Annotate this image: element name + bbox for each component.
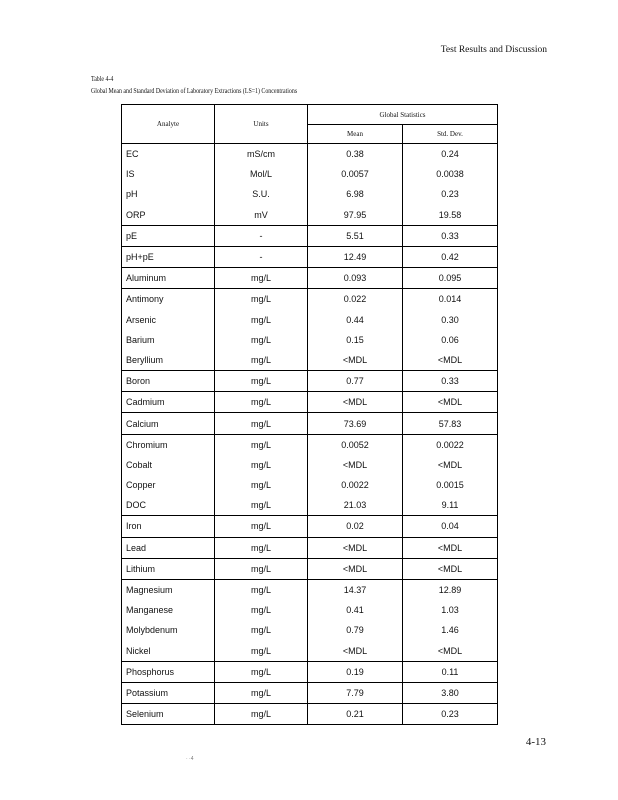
- units-cell: mg/L: [215, 704, 308, 725]
- mean-cell: <MDL: [308, 537, 403, 558]
- units-cell: mg/L: [215, 310, 308, 330]
- table-row: [122, 516, 498, 537]
- analyte-cell: Chromium: [122, 434, 215, 455]
- mean-cell: 0.79: [308, 620, 403, 640]
- mean-cell: 0.15: [308, 330, 403, 350]
- analyte-cell: Boron: [122, 371, 215, 392]
- table-row: [122, 455, 498, 475]
- units-cell: mg/L: [215, 434, 308, 455]
- header-units: Units: [215, 105, 308, 144]
- header-analyte: Analyte: [122, 105, 215, 144]
- units-cell: mg/L: [215, 641, 308, 662]
- analyte-cell: Cadmium: [122, 392, 215, 413]
- units-cell: mg/L: [215, 579, 308, 600]
- analyte-cell: DOC: [122, 495, 215, 516]
- analyte-cell: Lithium: [122, 558, 215, 579]
- analyte-cell: Aluminum: [122, 268, 215, 289]
- units-cell: mg/L: [215, 289, 308, 310]
- table-row: [122, 371, 498, 392]
- table-row: [122, 620, 498, 640]
- units-cell: mV: [215, 205, 308, 226]
- std-dev-cell: 0.06: [403, 330, 498, 350]
- std-dev-cell: 0.0038: [403, 164, 498, 184]
- mean-cell: 0.0052: [308, 434, 403, 455]
- mean-cell: 97.95: [308, 205, 403, 226]
- units-cell: mg/L: [215, 455, 308, 475]
- units-cell: mg/L: [215, 350, 308, 371]
- table-row: [122, 164, 498, 184]
- analyte-cell: Nickel: [122, 641, 215, 662]
- mean-cell: <MDL: [308, 350, 403, 371]
- mean-cell: 0.41: [308, 600, 403, 620]
- table-row: [122, 392, 498, 413]
- table-row: [122, 537, 498, 558]
- analyte-cell: Copper: [122, 475, 215, 495]
- analyte-cell: Selenium: [122, 704, 215, 725]
- table-row: [122, 144, 498, 165]
- table-row: [122, 246, 498, 267]
- std-dev-cell: 0.30: [403, 310, 498, 330]
- concentration-table: [121, 104, 498, 725]
- table-row: [122, 310, 498, 330]
- analyte-cell: Potassium: [122, 682, 215, 703]
- header-std-dev: Std. Dev.: [403, 125, 498, 144]
- analyte-cell: Arsenic: [122, 310, 215, 330]
- table-row: [122, 495, 498, 516]
- units-cell: mg/L: [215, 682, 308, 703]
- analyte-cell: IS: [122, 164, 215, 184]
- analyte-cell: Manganese: [122, 600, 215, 620]
- table-row: [122, 413, 498, 434]
- mean-cell: 0.022: [308, 289, 403, 310]
- std-dev-cell: 0.33: [403, 225, 498, 246]
- units-cell: mg/L: [215, 392, 308, 413]
- units-cell: mS/cm: [215, 144, 308, 165]
- std-dev-cell: 9.11: [403, 495, 498, 516]
- mean-cell: <MDL: [308, 392, 403, 413]
- table-row: [122, 184, 498, 204]
- units-cell: mg/L: [215, 330, 308, 350]
- mean-cell: 0.19: [308, 661, 403, 682]
- table-row: [122, 434, 498, 455]
- analyte-cell: pH+pE: [122, 246, 215, 267]
- mean-cell: 12.49: [308, 246, 403, 267]
- analyte-cell: Antimony: [122, 289, 215, 310]
- table-row: [122, 289, 498, 310]
- table-row: [122, 225, 498, 246]
- running-head: Test Results and Discussion: [440, 45, 547, 55]
- units-cell: S.U.: [215, 184, 308, 204]
- table-row: [122, 661, 498, 682]
- units-cell: mg/L: [215, 475, 308, 495]
- std-dev-cell: 0.33: [403, 371, 498, 392]
- table-row: [122, 350, 498, 371]
- std-dev-cell: 57.83: [403, 413, 498, 434]
- std-dev-cell: 19.58: [403, 205, 498, 226]
- table-row: [122, 682, 498, 703]
- mean-cell: <MDL: [308, 558, 403, 579]
- analyte-cell: Phosphorus: [122, 661, 215, 682]
- std-dev-cell: 0.0022: [403, 434, 498, 455]
- table-row: [122, 205, 498, 226]
- std-dev-cell: 0.11: [403, 661, 498, 682]
- units-cell: mg/L: [215, 600, 308, 620]
- analyte-cell: pH: [122, 184, 215, 204]
- mean-cell: 0.0022: [308, 475, 403, 495]
- page-number: 4-13: [525, 736, 546, 748]
- table-label: Table 4-4: [91, 75, 114, 83]
- std-dev-cell: <MDL: [403, 537, 498, 558]
- std-dev-cell: 0.23: [403, 184, 498, 204]
- table-title: Global Mean and Standard Deviation of Laboratory Extractions (LS=1) Concentrations: [91, 87, 298, 95]
- table-row: [122, 268, 498, 289]
- table-row: [122, 330, 498, 350]
- table-row: [122, 579, 498, 600]
- std-dev-cell: 0.095: [403, 268, 498, 289]
- analyte-cell: Lead: [122, 537, 215, 558]
- mean-cell: 0.02: [308, 516, 403, 537]
- analyte-cell: Calcium: [122, 413, 215, 434]
- analyte-cell: Molybdenum: [122, 620, 215, 640]
- mean-cell: 14.37: [308, 579, 403, 600]
- units-cell: mg/L: [215, 413, 308, 434]
- mean-cell: 21.03: [308, 495, 403, 516]
- footer-mark: · ·4: [186, 756, 194, 762]
- analyte-cell: Cobalt: [122, 455, 215, 475]
- table-caption: [91, 73, 297, 97]
- mean-cell: 0.21: [308, 704, 403, 725]
- std-dev-cell: 3.80: [403, 682, 498, 703]
- analyte-cell: Beryllium: [122, 350, 215, 371]
- std-dev-cell: <MDL: [403, 558, 498, 579]
- mean-cell: <MDL: [308, 455, 403, 475]
- units-cell: mg/L: [215, 516, 308, 537]
- units-cell: Mol/L: [215, 164, 308, 184]
- std-dev-cell: 12.89: [403, 579, 498, 600]
- analyte-cell: Barium: [122, 330, 215, 350]
- mean-cell: 0.44: [308, 310, 403, 330]
- std-dev-cell: <MDL: [403, 392, 498, 413]
- units-cell: mg/L: [215, 371, 308, 392]
- table-row: [122, 704, 498, 725]
- analyte-cell: Magnesium: [122, 579, 215, 600]
- mean-cell: 0.38: [308, 144, 403, 165]
- std-dev-cell: 0.04: [403, 516, 498, 537]
- mean-cell: 6.98: [308, 184, 403, 204]
- analyte-cell: ORP: [122, 205, 215, 226]
- std-dev-cell: <MDL: [403, 455, 498, 475]
- std-dev-cell: 0.42: [403, 246, 498, 267]
- mean-cell: 73.69: [308, 413, 403, 434]
- std-dev-cell: <MDL: [403, 350, 498, 371]
- table-row: [122, 600, 498, 620]
- units-cell: mg/L: [215, 558, 308, 579]
- std-dev-cell: <MDL: [403, 641, 498, 662]
- units-cell: -: [215, 246, 308, 267]
- analyte-cell: EC: [122, 144, 215, 165]
- table-body: [122, 144, 498, 725]
- units-cell: mg/L: [215, 537, 308, 558]
- analyte-cell: Iron: [122, 516, 215, 537]
- table-row: [122, 641, 498, 662]
- mean-cell: 0.77: [308, 371, 403, 392]
- mean-cell: 7.79: [308, 682, 403, 703]
- table-row: [122, 475, 498, 495]
- std-dev-cell: 1.03: [403, 600, 498, 620]
- units-cell: mg/L: [215, 620, 308, 640]
- header-global-statistics: Global Statistics: [308, 105, 498, 125]
- mean-cell: <MDL: [308, 641, 403, 662]
- std-dev-cell: 0.24: [403, 144, 498, 165]
- units-cell: mg/L: [215, 661, 308, 682]
- std-dev-cell: 1.46: [403, 620, 498, 640]
- std-dev-cell: 0.014: [403, 289, 498, 310]
- mean-cell: 0.093: [308, 268, 403, 289]
- table-row: [122, 558, 498, 579]
- units-cell: mg/L: [215, 495, 308, 516]
- units-cell: -: [215, 225, 308, 246]
- mean-cell: 5.51: [308, 225, 403, 246]
- std-dev-cell: 0.0015: [403, 475, 498, 495]
- std-dev-cell: 0.23: [403, 704, 498, 725]
- units-cell: mg/L: [215, 268, 308, 289]
- analyte-cell: pE: [122, 225, 215, 246]
- mean-cell: 0.0057: [308, 164, 403, 184]
- header-mean: Mean: [308, 125, 403, 144]
